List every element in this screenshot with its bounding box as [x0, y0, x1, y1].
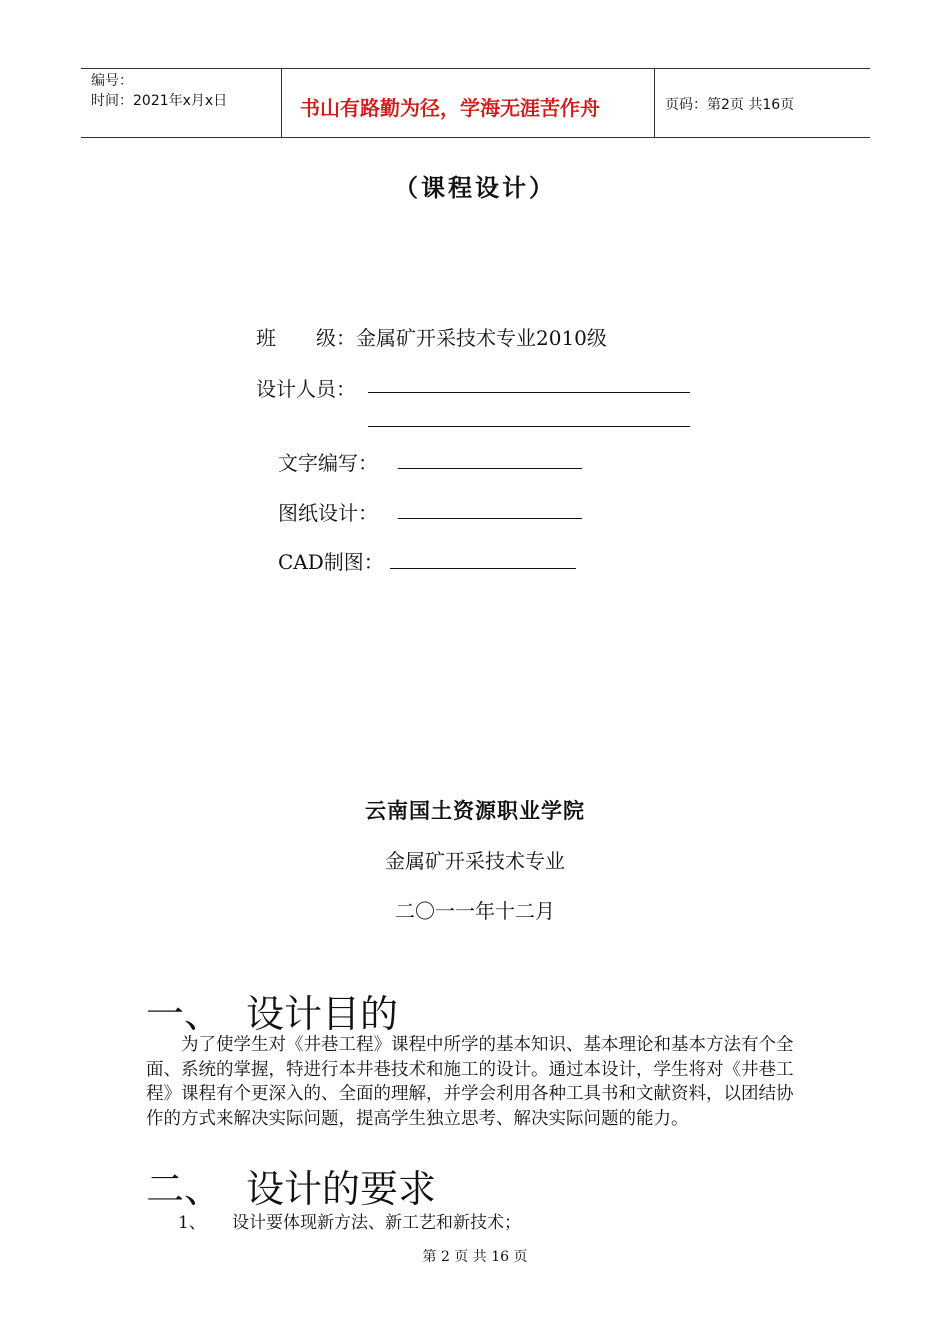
- writing-line: [398, 448, 582, 469]
- number-label: 编号：: [91, 73, 133, 89]
- header-page-cell: [655, 69, 870, 137]
- designers-label: 设计人员：: [256, 377, 356, 401]
- school-name: 云南国土资源职业学院: [365, 799, 585, 823]
- header-motto-cell: [282, 69, 655, 137]
- cad-line: [390, 548, 576, 569]
- section-title: 设计目的: [246, 992, 399, 1036]
- drawing-line: [398, 498, 582, 519]
- list-item-text: 设计要体现新方法、新工艺和新技术；: [232, 1213, 521, 1233]
- section-heading-2: [146, 1158, 436, 1213]
- drawing-label: 图纸设计：: [278, 501, 378, 525]
- class-label: 班 级：: [256, 326, 356, 350]
- class-field: [256, 322, 607, 351]
- writing-label: 文字编写：: [278, 451, 378, 475]
- section-heading-1: [146, 983, 398, 1038]
- header-meta: [81, 69, 282, 137]
- page-footer: 第 2 页 共 16 页: [422, 1249, 528, 1265]
- motto: 书山有路勤为径，学海无涯苦作舟: [300, 96, 600, 120]
- list-item: [178, 1208, 521, 1233]
- section-body: 为了使学生对《井巷工程》课程中所学的基本知识、基本理论和基本方法有个全面、系统的掌握，特进行本井巷技术和施工的设计。通过本设计，学生将对《井巷工程》课程有个更深入的、全面的理解，并学会利用各种工具书和文献资料，以团结协作的方式来解决实际问题，提高学生独立思考、解决实际问题的能力。: [146, 1035, 794, 1129]
- cover-title: （课程设计）: [394, 174, 556, 202]
- section-number: 二、: [146, 1167, 223, 1211]
- designers-line-1: [368, 372, 690, 393]
- major-name: 金属矿开采技术专业: [385, 849, 565, 873]
- list-item-number: 1、: [178, 1213, 206, 1233]
- page-info: 页码：第2页 共16页: [665, 97, 795, 113]
- section-number: 一、: [146, 992, 223, 1036]
- time-label: 时间：2021年x月x日: [91, 93, 228, 109]
- section-title: 设计的要求: [246, 1167, 437, 1211]
- cover-date: 二〇一一年十二月: [395, 899, 555, 923]
- cad-label: CAD制图：: [278, 550, 384, 574]
- class-value: 金属矿开采技术专业2010级: [356, 326, 607, 350]
- designers-line-2: [368, 406, 690, 427]
- page-header: [81, 68, 870, 138]
